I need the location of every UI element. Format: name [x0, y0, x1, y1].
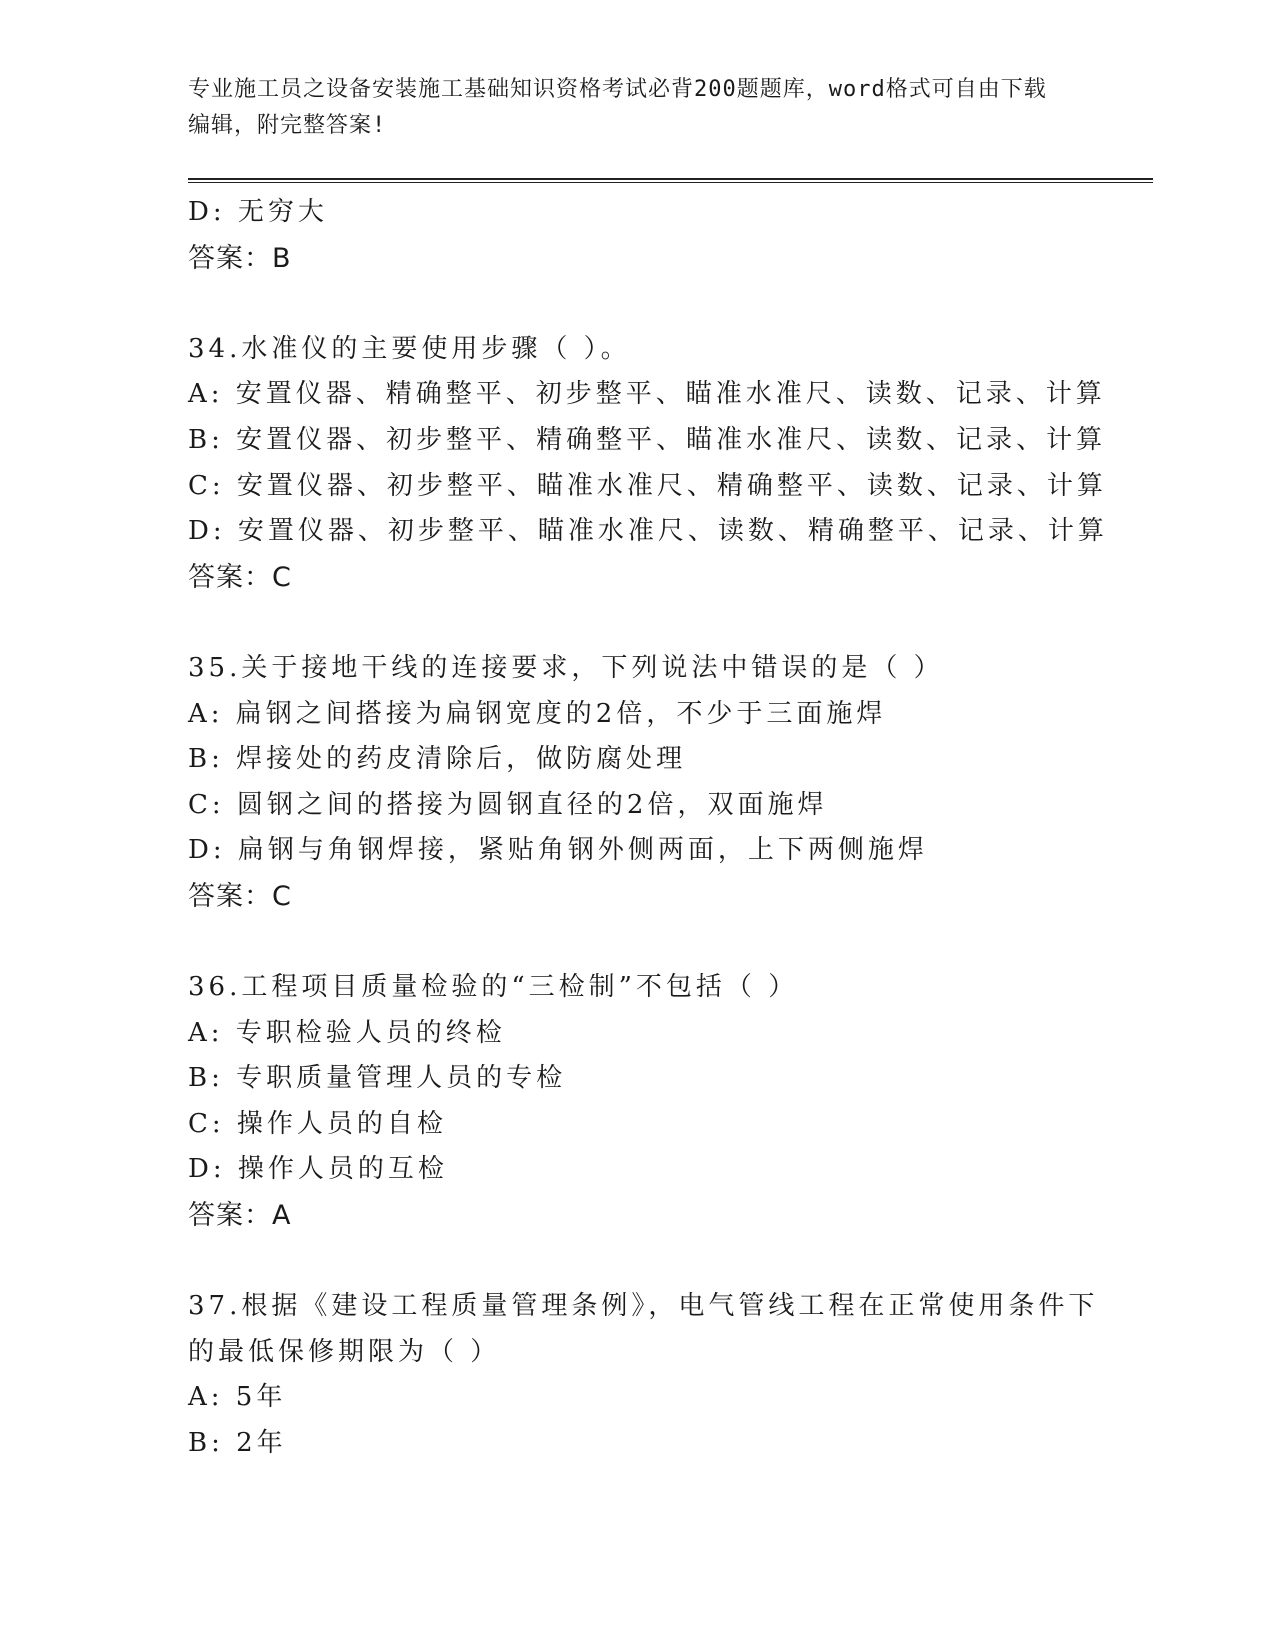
- option-b: B: 2年: [188, 1428, 287, 1459]
- option-a: A: 扁钢之间搭接为扁钢宽度的2倍，不少于三面施焊: [188, 698, 887, 729]
- question-stem: 36.工程项目质量检验的“三检制”不包括（ ）: [188, 972, 799, 1003]
- spacer: [188, 1239, 1128, 1285]
- option-a: A: 5年: [188, 1382, 287, 1413]
- question-stem: 34.水准仪的主要使用步骤（ ）。: [188, 333, 631, 364]
- question-36: [188, 965, 1128, 1239]
- question-35: [188, 646, 1128, 920]
- option-c: C: 圆钢之间的搭接为圆钢直径的2倍，双面施焊: [188, 789, 828, 820]
- option-c: C: 操作人员的自检: [188, 1108, 447, 1139]
- question-34: [188, 327, 1128, 601]
- option-b: B: 专职质量管理人员的专检: [188, 1063, 567, 1094]
- question-37: [188, 1284, 1128, 1466]
- document-header: 专业施工员之设备安装施工基础知识资格考试必背200题题库，word格式可自由下载编辑，附完整答案!: [188, 77, 1047, 138]
- question-list: [188, 190, 1128, 1467]
- question-stem: 35.关于接地干线的连接要求，下列说法中错误的是（ ）: [188, 652, 944, 683]
- spacer: [188, 920, 1128, 966]
- spacer: [188, 281, 1128, 327]
- header-divider: [188, 178, 1153, 183]
- spacer: [188, 600, 1128, 646]
- answer-label: 答案：A: [188, 1200, 292, 1232]
- option-d: D: 安置仪器、初步整平、瞄准水准尺、读数、精确整平、记录、计算: [188, 516, 1108, 547]
- option-c: C: 安置仪器、初步整平、瞄准水准尺、精确整平、读数、记录、计算: [188, 470, 1107, 501]
- option-d: D: 无穷大: [188, 197, 328, 227]
- option-b: B: 焊接处的药皮清除后，做防腐处理: [188, 744, 687, 775]
- option-a: A: 安置仪器、精确整平、初步整平、瞄准水准尺、读数、记录、计算: [188, 379, 1106, 410]
- option-a: A: 专职检验人员的终检: [188, 1017, 506, 1048]
- option-b: B: 安置仪器、初步整平、精确整平、瞄准水准尺、读数、记录、计算: [188, 424, 1107, 455]
- option-d: D: 操作人员的互检: [188, 1154, 448, 1185]
- question-stem: 37.根据《建设工程质量管理条例》，电气管线工程在正常使用条件下的最低保修期限为（ ）: [188, 1291, 1099, 1367]
- answer-label: 答案：B: [188, 242, 292, 274]
- answer-label: 答案：C: [188, 880, 292, 912]
- answer-label: 答案：C: [188, 561, 292, 593]
- option-d: D: 扁钢与角钢焊接，紧贴角钢外侧两面，上下两侧施焊: [188, 835, 928, 866]
- previous-question-tail: [188, 190, 1128, 281]
